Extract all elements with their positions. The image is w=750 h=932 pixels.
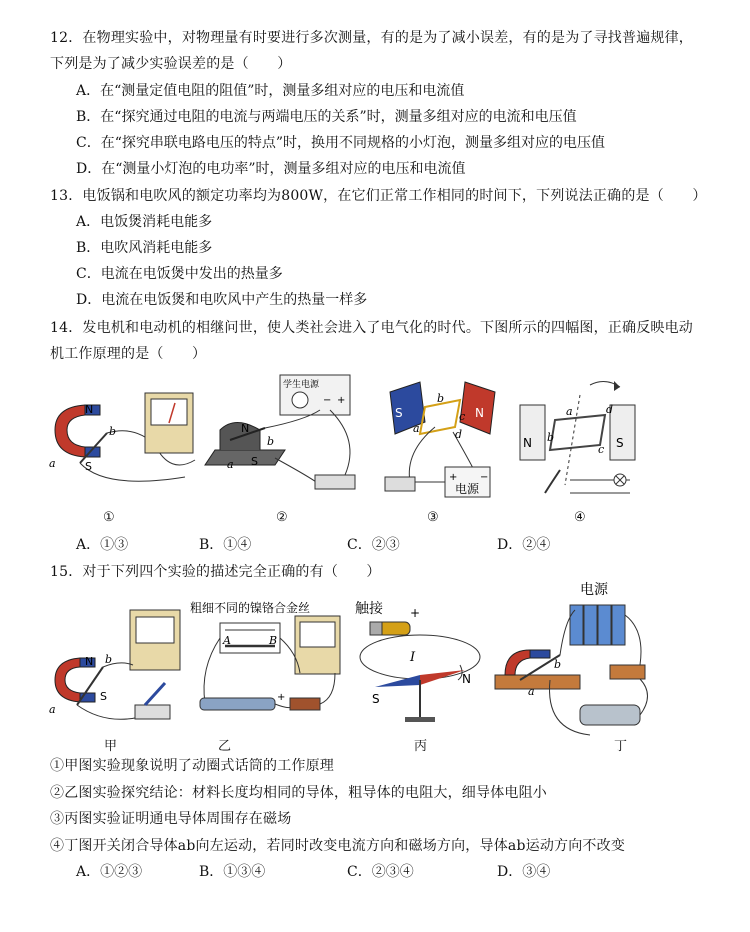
q14-option-c[interactable]: C．②③ — [347, 537, 400, 553]
q14-figure-4-generator-with-bulb — [510, 375, 650, 500]
q14-figure-3-motor-with-battery — [375, 372, 505, 502]
fig3-label-d: d — [455, 428, 463, 441]
q15-figure-jia-label: 甲 — [104, 739, 118, 754]
fig1-label-n: N — [85, 403, 94, 416]
q12-option-a[interactable]: A．在“测量定值电阻的阻值”时，测量多组对应的电压和电流值 — [76, 83, 465, 99]
q13-option-b[interactable]: B．电吹风消耗电能多 — [76, 240, 213, 256]
fig2-label-student-power: 学生电源 — [283, 380, 320, 390]
fig3-label-b: b — [437, 392, 445, 405]
q14-option-b[interactable]: B．①④ — [199, 537, 252, 553]
q14-stem-line2: 机工作原理的是（ ） — [50, 346, 207, 362]
fig3-label-power: 电源 — [455, 482, 480, 496]
jia-label-n: N — [85, 655, 94, 668]
yi-label-alloy-wire: 粗细不同的镍铬合金丝 — [190, 601, 311, 615]
fig3-label-n: N — [475, 406, 484, 420]
q14-stem-line1: 14．发电机和电动机的相继问世，使人类社会进入了电气化的时代。下图所示的四幅图，正确反映电动 — [50, 320, 694, 336]
q13-option-d[interactable]: D．电流在电饭煲和电吹风中产生的热量一样多 — [76, 292, 368, 308]
fig4-label-d: d — [606, 403, 614, 416]
fig1-label-a: a — [49, 457, 56, 470]
fig3-label-s: S — [395, 406, 403, 420]
q14-figure-4-label: ④ — [574, 510, 586, 525]
ding-label-b: b — [554, 658, 562, 671]
yi-label-a: A — [223, 634, 231, 647]
q14-figure-2-label: ② — [276, 510, 288, 525]
fig3-label-plus: + — [449, 472, 458, 483]
fig2-label-minus: − — [323, 395, 332, 406]
q15-figure-yi-label: 乙 — [218, 739, 232, 754]
q15-figure-yi — [185, 598, 345, 728]
bing-label-n: N — [462, 672, 471, 686]
q15-statement-2: ②乙图实验探究结论：材料长度均相同的导体，粗导体的电阻大，细导体电阻小 — [50, 785, 547, 801]
q15-statement-3: ③丙图实验证明通电导体周围存在磁场 — [50, 811, 292, 827]
q15-figure-bing — [350, 595, 485, 730]
fig4-label-s: S — [616, 436, 624, 450]
fig4-label-c: c — [598, 443, 605, 456]
q12-option-d[interactable]: D．在“测量小灯泡的电功率”时，测量多组对应的电压和电流值 — [76, 161, 466, 177]
q15-option-b[interactable]: B．①③④ — [199, 864, 266, 880]
ding-label-a: a — [528, 685, 535, 698]
q15-statement-1: ①甲图实验现象说明了动圈式话筒的工作原理 — [50, 758, 334, 774]
jia-label-b: b — [105, 653, 113, 666]
q15-option-d[interactable]: D．③④ — [497, 864, 551, 880]
q15-stem: 15．对于下列四个实验的描述完全正确的有（ ） — [50, 564, 381, 580]
q14-option-a[interactable]: A．①③ — [76, 537, 129, 553]
jia-label-a: a — [49, 703, 56, 716]
bing-label-touch: 触接 — [355, 601, 383, 617]
q12-option-c[interactable]: C．在“探究串联电路电压的特点”时，换用不同规格的小灯泡，测量多组对应的电压值 — [76, 135, 606, 151]
q13-option-c[interactable]: C．电流在电饭煲中发出的热量多 — [76, 266, 283, 282]
fig3-label-a: a — [413, 422, 420, 435]
fig3-label-c: c — [459, 410, 466, 423]
q12-option-b[interactable]: B．在“探究通过电阻的电流与两端电压的关系”时，测量多组对应的电流和电压值 — [76, 109, 577, 125]
fig4-label-b: b — [547, 431, 555, 444]
q15-figure-jia — [45, 605, 195, 730]
q13-option-a[interactable]: A．电饭煲消耗电能多 — [76, 214, 213, 230]
q15-option-c[interactable]: C．②③④ — [347, 864, 414, 880]
fig3-label-minus: − — [480, 472, 489, 483]
fig2-label-n: N — [241, 422, 250, 435]
yi-label-plus: + — [277, 692, 286, 703]
fig1-label-b: b — [109, 425, 117, 438]
q14-figure-1-label: ① — [103, 510, 115, 525]
bing-label-plus: + — [410, 606, 421, 620]
bing-label-s: S — [372, 692, 380, 706]
fig4-label-a: a — [566, 405, 573, 418]
ding-label-power: 电源 — [580, 582, 608, 598]
fig1-label-s: S — [85, 460, 92, 473]
q15-figure-bing-label: 丙 — [414, 739, 428, 754]
q15-figure-ding — [490, 580, 665, 745]
yi-label-b: B — [269, 634, 278, 647]
q14-figure-1-generator — [45, 385, 205, 495]
fig2-label-s: S — [251, 455, 258, 468]
q13-stem: 13．电饭锅和电吹风的额定功率均为800W，在它们正常工作相同的时间下，下列说法正确的是（ ） — [50, 188, 707, 204]
q15-statement-4: ④丁图开关闭合导体ab向左运动，若同时改变电流方向和磁场方向，导体ab运动方向不改变 — [50, 838, 626, 854]
fig2-label-a: a — [227, 458, 234, 471]
q15-option-a[interactable]: A．①②③ — [76, 864, 143, 880]
fig4-label-n: N — [523, 436, 532, 450]
q14-figure-2-motor-with-power — [195, 370, 365, 500]
bing-label-i: I — [410, 650, 416, 665]
jia-label-s: S — [100, 690, 107, 703]
q14-figure-3-label: ③ — [427, 510, 439, 525]
fig2-label-plus: + — [337, 395, 346, 406]
q12-stem-line2: 下列是为了减少实验误差的是（ ） — [50, 56, 292, 72]
q12-stem-line1: 12．在物理实验中，对物理量有时要进行多次测量，有的是为了减小误差，有的是为了寻找普遍规律， — [50, 30, 694, 46]
fig2-label-b: b — [267, 435, 275, 448]
q14-option-d[interactable]: D．②④ — [497, 537, 551, 553]
q15-figure-ding-label: 丁 — [614, 739, 628, 754]
